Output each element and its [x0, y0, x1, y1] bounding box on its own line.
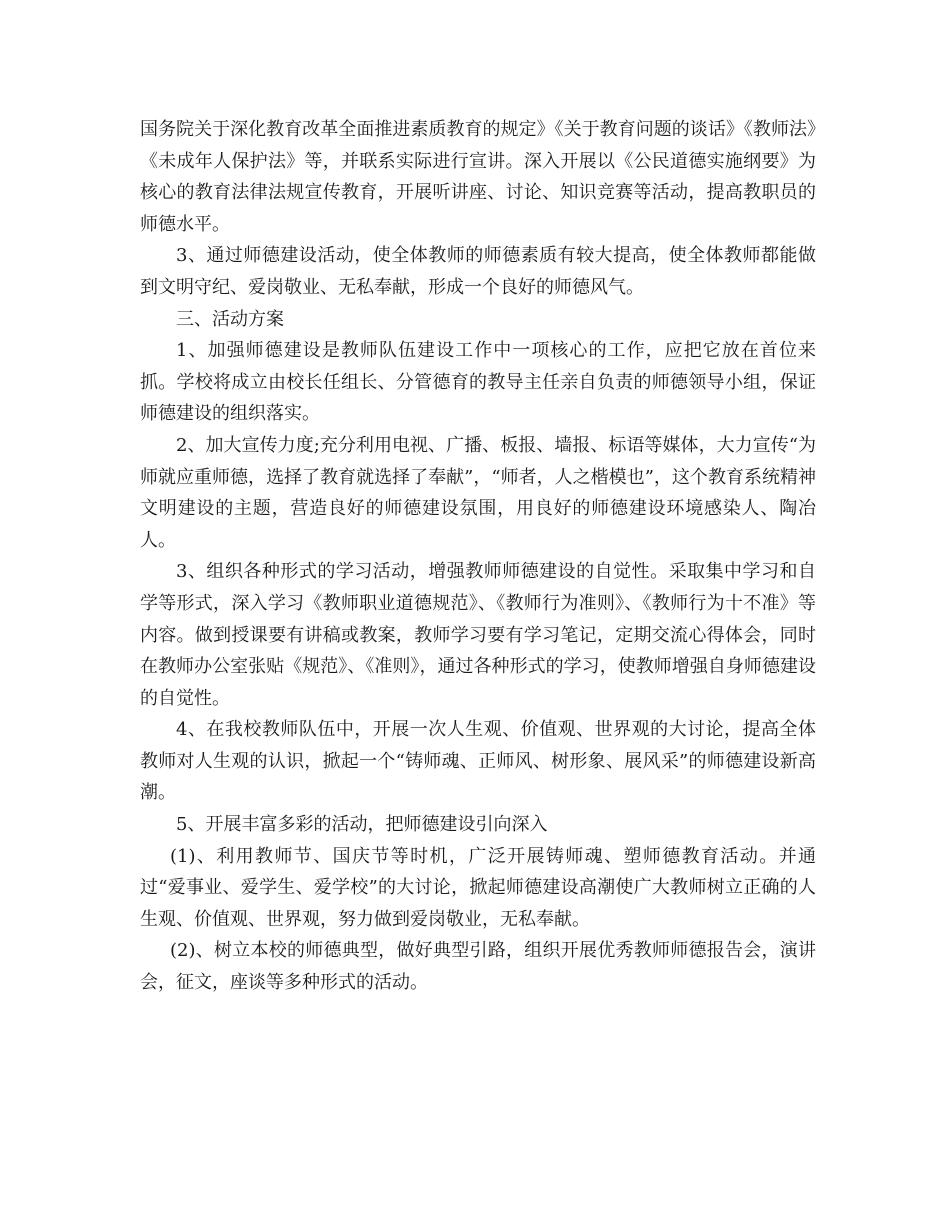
section-heading-activity-plan: 三、活动方案: [176, 308, 284, 330]
paragraph-plan-2: 2、加大宣传力度;充分利用电视、广播、板报、墙报、标语等媒体，大力宣传“为师就应重师德，选择了教育就选择了奉献”，“师者，人之楷模也”，这个教育系统精神文明建设的主题，营造良好的师德建设氛围，用良好的师德建设环境感染人、陶冶人。: [140, 434, 816, 551]
paragraph-plan-3: 3、组织各种形式的学习活动，增强教师师德建设的自觉性。采取集中学习和自学等形式，深入学习《教师职业道德规范》、《教师行为准则》、《教师行为十不准》等内容。做到授课要有讲稿或教案，教师学习要有学习笔记，定期交流心得体会，同时在教师办公室张贴《规范》、《准则》，通过各种形式的学习，使教师增强自身师德建设的自觉性。: [140, 561, 816, 709]
paragraph-plan-5-item-2: (2)、树立本校的师德典型，做好典型引路，组织开展优秀教师师德报告会，演讲会，征文，座谈等多种形式的活动。: [140, 940, 816, 994]
paragraph-continuation-laws: 国务院关于深化教育改革全面推进素质教育的规定》《关于教育问题的谈话》《教师法》《未成年人保护法》等，并联系实际进行宣讲。深入开展以《公民道德实施纲要》为核心的教育法律法规宣传教育，开展听讲座、讨论、知识竞赛等活动，提高教职员的师德水平。: [140, 119, 816, 235]
paragraph-plan-4: 4、在我校教师队伍中，开展一次人生观、价值观、世界观的大讨论，提高全体教师对人生观的认识，掀起一个“铸师魂、正师风、树形象、展风采”的师德建设新高潮。: [140, 719, 816, 804]
paragraph-plan-5: 5、开展丰富多彩的活动，把师德建设引向深入: [176, 814, 548, 836]
paragraph-plan-5-item-1: (1)、利用教师节、国庆节等时机，广泛开展铸师魂、塑师德教育活动。并通过“爱事业、爱学生、爱学校”的大讨论，掀起师德建设高潮使广大教师树立正确的人生观、价值观、世界观，努力做到爱岗敬业，无私奉献。: [140, 845, 816, 930]
document-body: [140, 114, 816, 999]
paragraph-plan-1: 1、加强师德建设是教师队伍建设工作中一项核心的工作，应把它放在首位来抓。学校将成立由校长任组长、分管德育的教导主任亲自负责的师德领导小组，保证师德建设的组织落实。: [140, 340, 816, 425]
paragraph-goal-3: 3、通过师德建设活动，使全体教师的师德素质有较大提高，使全体教师都能做到文明守纪、爱岗敬业、无私奉献，形成一个良好的师德风气。: [140, 245, 816, 298]
